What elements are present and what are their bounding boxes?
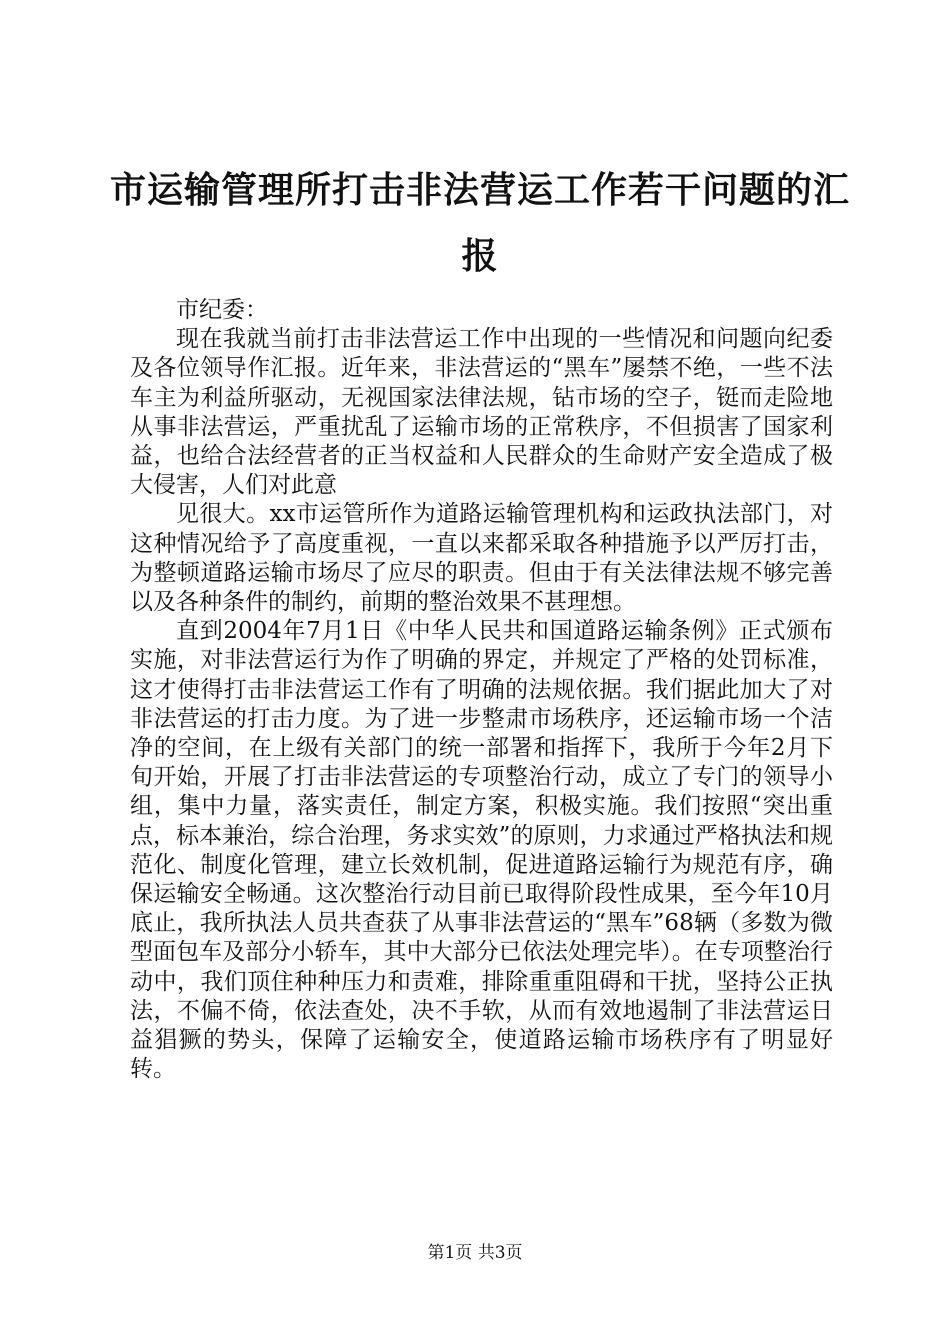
document-body (130, 296, 833, 1084)
page-number: 第1页 共3页 (427, 1243, 523, 1263)
paragraph: 见很大。xx市运管所作为道路运输管理机构和运政执法部门，对这种情况给予了高度重视，一直以来都采取各种措施予以严厉打击，为整顿道路运输市场尽了应尽的职责。但由于有关法律法规不够完善以及各种条件的制约，前期的整治效果不甚理想。 (130, 501, 833, 616)
document-title: 市运输管理所打击非法营运工作若干问题的汇报 (110, 170, 851, 277)
salutation: 市纪委： (176, 297, 268, 323)
paragraph: 直到2004年7月1日《中华人民共和国道路运输条例》正式颁布实施，对非法营运行为作了明确的界定，并规定了严格的处罚标准，这才使得打击非法营运工作有了明确的法规依据。我们据此加大了对非法营运的打击力度。为了进一步整肃市场秩序，还运输市场一个洁净的空间，在上级有关部门的统一部署和指挥下，我所于今年2月下旬开始，开展了打击非法营运的专项整治行动，成立了专门的领导小组，集中力量，落实责任，制定方案，积极实施。我们按照“突出重点，标本兼治，综合治理，务求实效”的原则，力求通过严格执法和规范化、制度化管理，建立长效机制，促进道路运输行为规范有序，确保运输安全畅通。这次整治行动目前已取得阶段性成果，至今年10月底止，我所执法人员共查获了从事非法营运的“黑车”68辆（多数为微型面包车及部分小轿车，其中大部分已依法处理完毕）。在专项整治行动中，我们顶住种种压力和责难，排除重重阻碍和干扰，坚持公正执法，不偏不倚，依法查处，决不手软，从而有效地遏制了非法营运日益猖獗的势头，保障了运输安全，使道路运输市场秩序有了明显好转。 (130, 618, 833, 1083)
paragraph: 现在我就当前打击非法营运工作中出现的一些情况和问题向纪委及各位领导作汇报。近年来，非法营运的“黑车”屡禁不绝，一些不法车主为利益所驱动，无视国家法律法规，钻市场的空子，铤而走险地从事非法营运，严重扰乱了运输市场的正常秩序，不但损害了国家利益，也给合法经营者的正当权益和人民群众的生命财产安全造成了极大侵害，人们对此意 (130, 326, 833, 499)
